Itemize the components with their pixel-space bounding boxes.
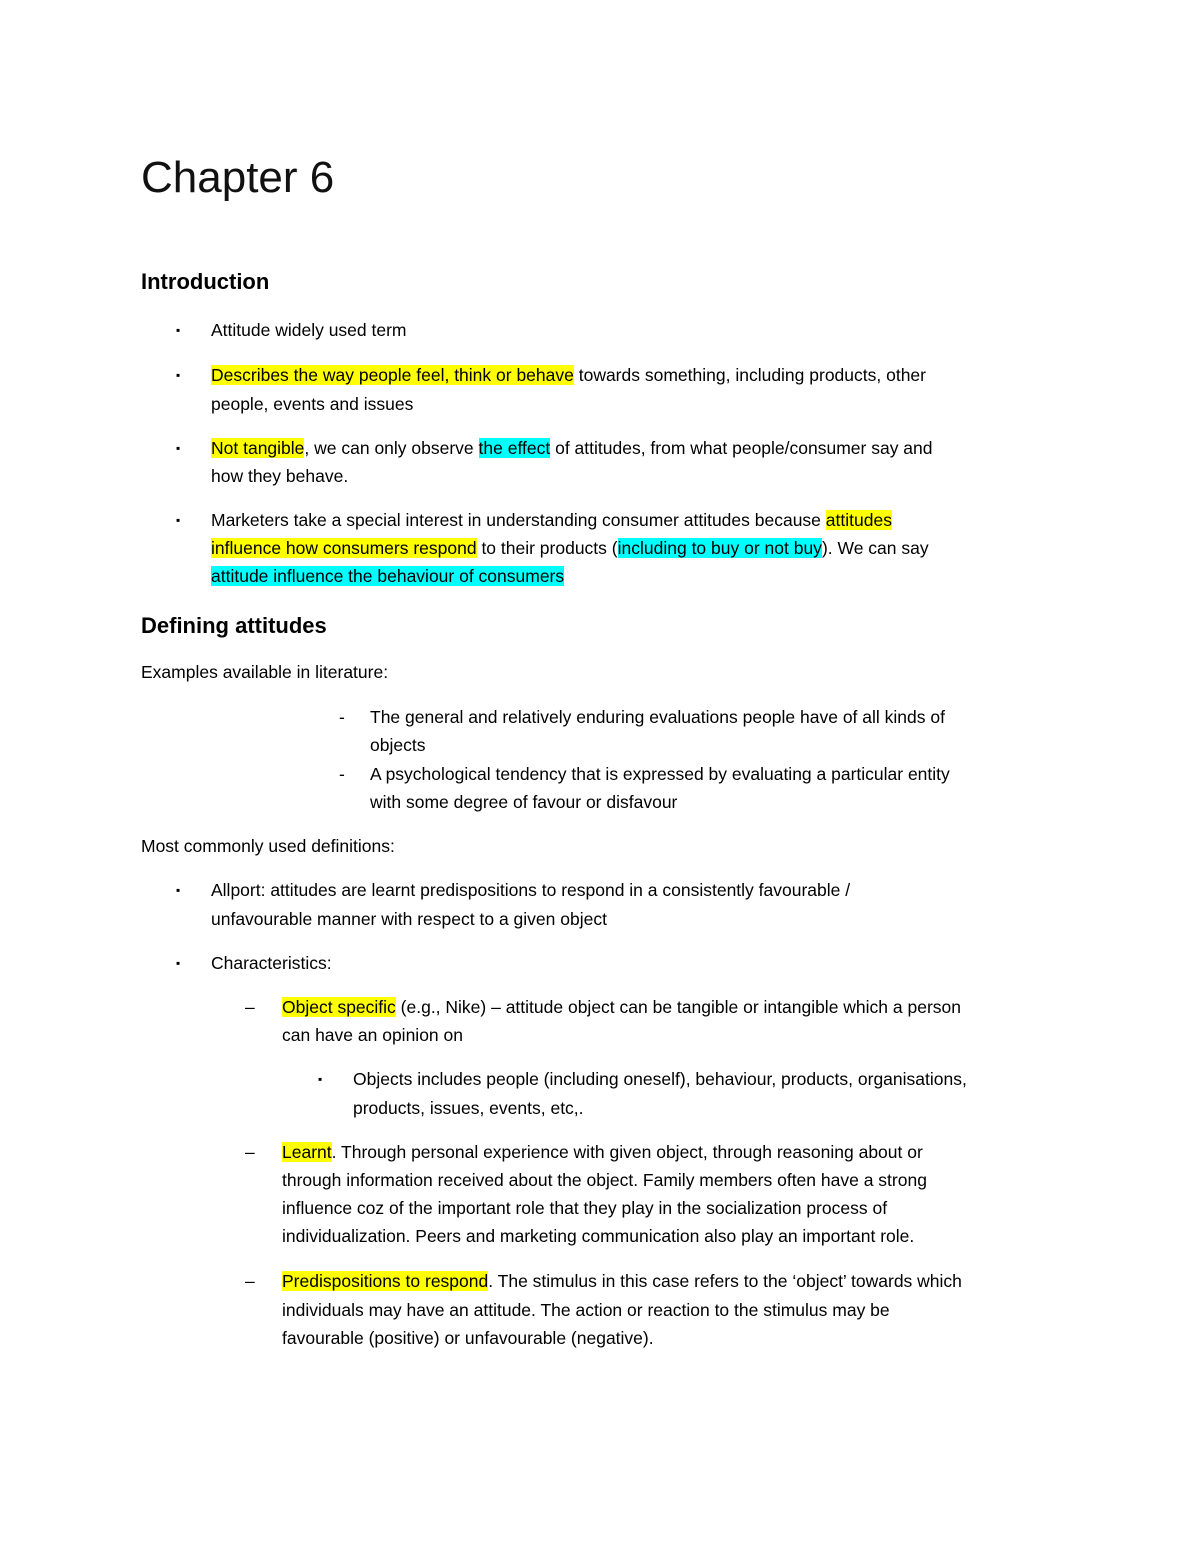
highlight-cyan: attitude influence the behaviour of consumers [211, 566, 565, 586]
char-2-line-3: influence coz of the important role that they play in the socialization process of [282, 1198, 888, 1218]
square-bullet-icon: ▪ [176, 441, 181, 455]
intro-bullet-4-line-1 [211, 506, 892, 534]
text-run: . Through personal experience with given object, through reasoning about or [331, 1142, 923, 1162]
char-2-line-2: through information received about the object. Family members often have a strong [282, 1170, 927, 1190]
example-1-line-2: objects [370, 735, 426, 755]
square-bullet-icon: ▪ [176, 513, 181, 527]
en-dash-bullet-icon: – [245, 1142, 255, 1162]
highlight-cyan: including to buy or not buy [617, 538, 822, 558]
allport-line-1: Allport: attitudes are learnt predispositions to respond in a consistently favourable / [211, 880, 851, 900]
intro-bullet-4-line-3 [211, 562, 564, 590]
intro-bullet-2-line-1 [211, 361, 926, 389]
allport-line-2: unfavourable manner with respect to a given object [211, 909, 607, 929]
square-bullet-icon: ▪ [318, 1072, 323, 1086]
section-heading-introduction: Introduction [141, 269, 270, 294]
hyphen-bullet-icon: - [339, 764, 345, 784]
char-1-line-1 [282, 993, 961, 1021]
text-run: to their products ( [476, 538, 618, 558]
text-run: (e.g., Nike) – attitude object can be tangible or intangible which a person [395, 997, 962, 1017]
example-2-line-2: with some degree of favour or disfavour [370, 792, 678, 812]
highlight-yellow: Not tangible [211, 438, 305, 458]
example-1-line-1: The general and relatively enduring evaluations people have of all kinds of [370, 707, 945, 727]
examples-label: Examples available in literature: [141, 662, 389, 682]
char-3-line-3: favourable (positive) or unfavourable (negative). [282, 1328, 654, 1348]
characteristics-label: Characteristics: [211, 953, 332, 973]
highlight-yellow: Predispositions to respond [282, 1271, 489, 1291]
hyphen-bullet-icon: - [339, 707, 345, 727]
text-run: Marketers take a special interest in understanding consumer attitudes because [211, 510, 826, 530]
highlight-yellow: Describes the way people feel, think or behave [211, 365, 574, 385]
text-run: of attitudes, from what people/consumer say and [550, 438, 933, 458]
char-1-sub-line-1: Objects includes people (including oneself), behaviour, products, organisations, [353, 1069, 967, 1089]
square-bullet-icon: ▪ [176, 956, 181, 970]
square-bullet-icon: ▪ [176, 883, 181, 897]
char-3-line-1 [282, 1267, 962, 1295]
highlight-cyan: the effect [478, 438, 551, 458]
intro-bullet-3-line-2: how they behave. [211, 466, 349, 486]
intro-bullet-1: Attitude widely used term [211, 320, 407, 340]
text-run: , we can only observe [304, 438, 479, 458]
square-bullet-icon: ▪ [176, 323, 181, 337]
highlight-yellow: Learnt [282, 1142, 332, 1162]
page-title: Chapter 6 [141, 153, 335, 202]
text-run: ). We can say [821, 538, 929, 558]
square-bullet-icon: ▪ [176, 368, 181, 382]
highlight-yellow: influence how consumers respond [211, 538, 477, 558]
example-2-line-1: A psychological tendency that is expressed by evaluating a particular entity [370, 764, 950, 784]
char-1-sub-line-2: products, issues, events, etc,. [353, 1098, 584, 1118]
char-3-line-2: individuals may have an attitude. The action or reaction to the stimulus may be [282, 1300, 890, 1320]
highlight-yellow: attitudes [825, 510, 892, 530]
section-heading-defining-attitudes: Defining attitudes [141, 613, 327, 638]
intro-bullet-2-line-2: people, events and issues [211, 394, 414, 414]
text-run: towards something, including products, other [573, 365, 926, 385]
char-1-line-2: can have an opinion on [282, 1025, 463, 1045]
en-dash-bullet-icon: – [245, 997, 255, 1017]
char-2-line-1 [282, 1138, 923, 1166]
en-dash-bullet-icon: – [245, 1271, 255, 1291]
intro-bullet-3-line-1 [211, 434, 933, 462]
common-definitions-label: Most commonly used definitions: [141, 836, 395, 856]
intro-bullet-4-line-2 [211, 534, 929, 562]
highlight-yellow: Object specific [282, 997, 396, 1017]
char-2-line-4: individualization. Peers and marketing communication also play an important role. [282, 1226, 915, 1246]
text-run: . The stimulus in this case refers to the ‘object’ towards which [488, 1271, 962, 1291]
